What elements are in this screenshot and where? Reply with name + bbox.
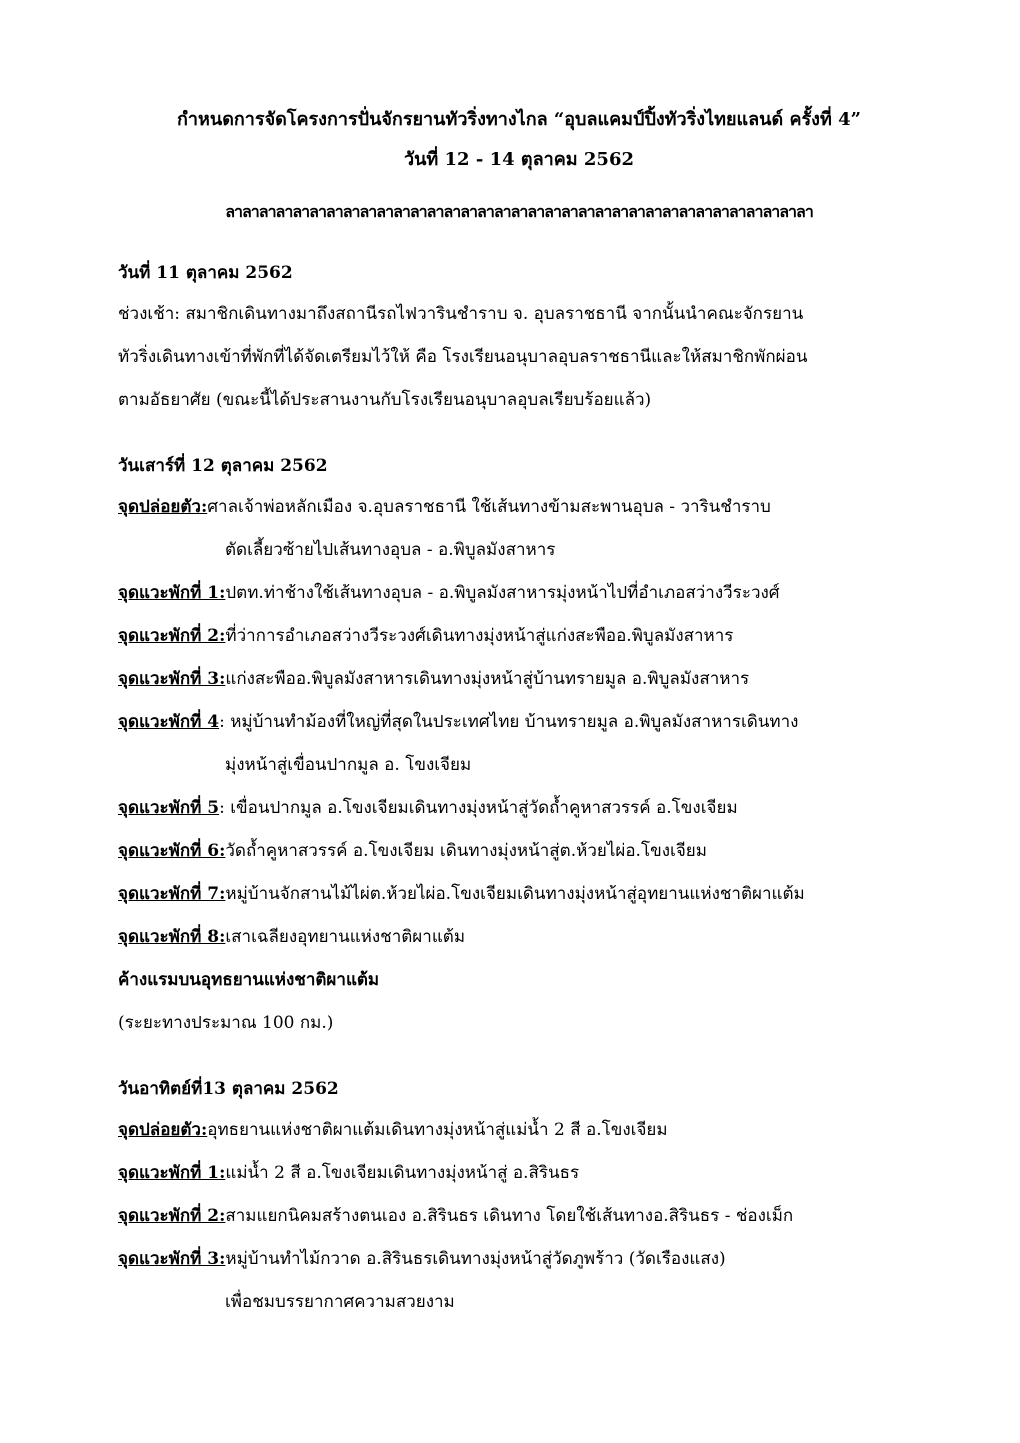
start-text: ศาลเจ้าพ่อหลักเมือง จ.อุบลราชธานี ใช้เส้นทางข้ามสะพานอุบล - วารินชำราบ xyxy=(207,497,771,517)
day-12-stop-7 xyxy=(118,873,920,916)
stop-text: วัดถ้ำคูหาสวรรค์ อ.โขงเจียม เดินทางมุ่งหน้าสู่ต.ห้วยไผ่อ.โขงเจียม xyxy=(225,841,707,861)
day-12-stop-8 xyxy=(118,916,920,959)
day-11-line-3: ตามอัธยาศัย (ขณะนี้ได้ประสานงานกับโรงเรียนอนุบาลอุบลเรียบร้อยแล้ว) xyxy=(118,390,652,410)
stop-4-continuation: มุ่งหน้าสู่เขื่อนปากมูล อ. โขงเจียม xyxy=(225,755,472,775)
stop-label: จุดแวะพักที่ 7: xyxy=(118,884,226,904)
stop-label: จุดแวะพักที่ 1: xyxy=(118,1163,226,1183)
overnight-stay: ค้างแรมบนอุทธยานแห่งชาติผาแต้ม xyxy=(118,970,380,990)
day-11-line-1: ช่วงเช้า: สมาชิกเดินทางมาถึงสถานีรถไฟวารินชำราบ จ. อุบลราชธานี จากนั้นนำคณะจักรยาน xyxy=(118,304,804,324)
day-13-section xyxy=(118,1069,920,1324)
stop-label: จุดแวะพักที่ 6: xyxy=(118,841,226,861)
stop-text: หมู่บ้านจักสานไม้ไผ่ต.ห้วยไผ่อ.โขงเจียมเดินทางมุ่งหน้าสู่อุทยานแห่งชาติผาแต้ม xyxy=(225,884,805,904)
stop-text: แก่งสะพืออ.พิบูลมังสาหารเดินทางมุ่งหน้าสู่บ้านทรายมูล อ.พิบูลมังสาหาร xyxy=(225,669,750,689)
start-label: จุดปล่อยตัว: xyxy=(118,497,208,517)
stop-label: จุดแวะพักที่ 1: xyxy=(118,583,226,603)
document-title: กำหนดการจัดโครงการปั่นจักรยานทัวริ่งทางไกล “อุบลแคมป์ปิ้งทัวริ่งไทยแลนด์ ครั้งที่ 4” xyxy=(177,109,861,130)
distance-note: (ระยะทางประมาณ 100 กม.) xyxy=(118,1013,334,1033)
day-12-stop-2 xyxy=(118,615,920,658)
stop-label: จุดแวะพักที่ 2: xyxy=(118,626,226,646)
day-12-stop-5 xyxy=(118,787,920,830)
day-12-stop-3 xyxy=(118,658,920,701)
day-11-heading: วันที่ 11 ตุลาคม 2562 xyxy=(118,263,293,283)
day-13-stop-2 xyxy=(118,1195,920,1238)
day-11-section xyxy=(118,253,920,422)
day-12-stop-1 xyxy=(118,572,920,615)
day-13-start xyxy=(118,1109,920,1152)
stop-text: : เขื่อนปากมูล อ.โขงเจียมเดินทางมุ่งหน้าสู่วัดถ้ำคูหาสวรรค์ อ.โขงเจียม xyxy=(219,798,738,818)
start-label: จุดปล่อยตัว: xyxy=(118,1120,208,1140)
stop-text: : หมู่บ้านทำม้องที่ใหญ่ที่สุดในประเทศไทย บ้านทรายมูล อ.พิบูลมังสาหารเดินทาง xyxy=(219,712,799,732)
stop-label: จุดแวะพักที่ 2: xyxy=(118,1206,226,1226)
day-12-stop-6 xyxy=(118,830,920,873)
stop-label: จุดแวะพักที่ 3: xyxy=(118,669,226,689)
ornament-divider: ลาลาลาลาลาลาลาลาลาลาลาลาลาลาลาลาลาลาลาลาลาลาลาลาลาลาลาลาลาลาลาลาลาลาลา xyxy=(225,202,813,221)
stop-text: สามแยกนิคมสร้างตนเอง อ.สิรินธร เดินทาง โดยใช้เส้นทางอ.สิรินธร - ช่องเม็ก xyxy=(225,1206,794,1226)
day-11-line-2: ทัวริ่งเดินทางเข้าที่พักที่ได้จัดเตรียมไว้ให้ คือ โรงเรียนอนุบาลอุบลราชธานีและให้สมาชิกพักผ่อน xyxy=(118,347,808,367)
stop-3-continuation: เพื่อชมบรรยากาศความสวยงาม xyxy=(225,1292,455,1312)
day-12-heading: วันเสาร์ที่ 12 ตุลาคม 2562 xyxy=(118,456,328,476)
day-12-start xyxy=(118,486,920,529)
stop-text: ที่ว่าการอำเภอสว่างวีระวงศ์เดินทางมุ่งหน้าสู่แก่งสะพืออ.พิบูลมังสาหาร xyxy=(225,626,734,646)
day-12-stop-4 xyxy=(118,701,920,744)
document-date: วันที่ 12 - 14 ตุลาคม 2562 xyxy=(403,149,634,170)
day-13-stop-3 xyxy=(118,1238,920,1281)
stop-text: หมู่บ้านทำไม้กวาด อ.สิรินธรเดินทางมุ่งหน้าสู่วัดภูพร้าว (วัดเรืองแสง) xyxy=(225,1249,726,1269)
stop-label: จุดแวะพักที่ 4 xyxy=(118,712,220,732)
stop-label: จุดแวะพักที่ 8: xyxy=(118,927,226,947)
day-13-stop-1 xyxy=(118,1152,920,1195)
stop-text: เสาเฉลียงอุทยานแห่งชาติผาแต้ม xyxy=(225,927,466,947)
day-12-section xyxy=(118,446,920,1045)
start-continuation: ตัดเลี้ยวซ้ายไปเส้นทางอุบล - อ.พิบูลมังสาหาร xyxy=(225,540,556,560)
stop-text: แม่น้ำ 2 สี อ.โขงเจียมเดินทางมุ่งหน้าสู่ อ.สิรินธร xyxy=(225,1163,580,1183)
stop-label: จุดแวะพักที่ 5 xyxy=(118,798,220,818)
start-text: อุทธยานแห่งชาติผาแต้มเดินทางมุ่งหน้าสู่แม่น้ำ 2 สี อ.โขงเจียม xyxy=(207,1120,668,1140)
stop-text: ปตท.ท่าช้างใช้เส้นทางอุบล - อ.พิบูลมังสาหารมุ่งหน้าไปที่อำเภอสว่างวีระวงศ์ xyxy=(225,583,780,603)
day-13-heading: วันอาทิตย์ที่13 ตุลาคม 2562 xyxy=(118,1079,339,1099)
stop-label: จุดแวะพักที่ 3: xyxy=(118,1249,226,1269)
